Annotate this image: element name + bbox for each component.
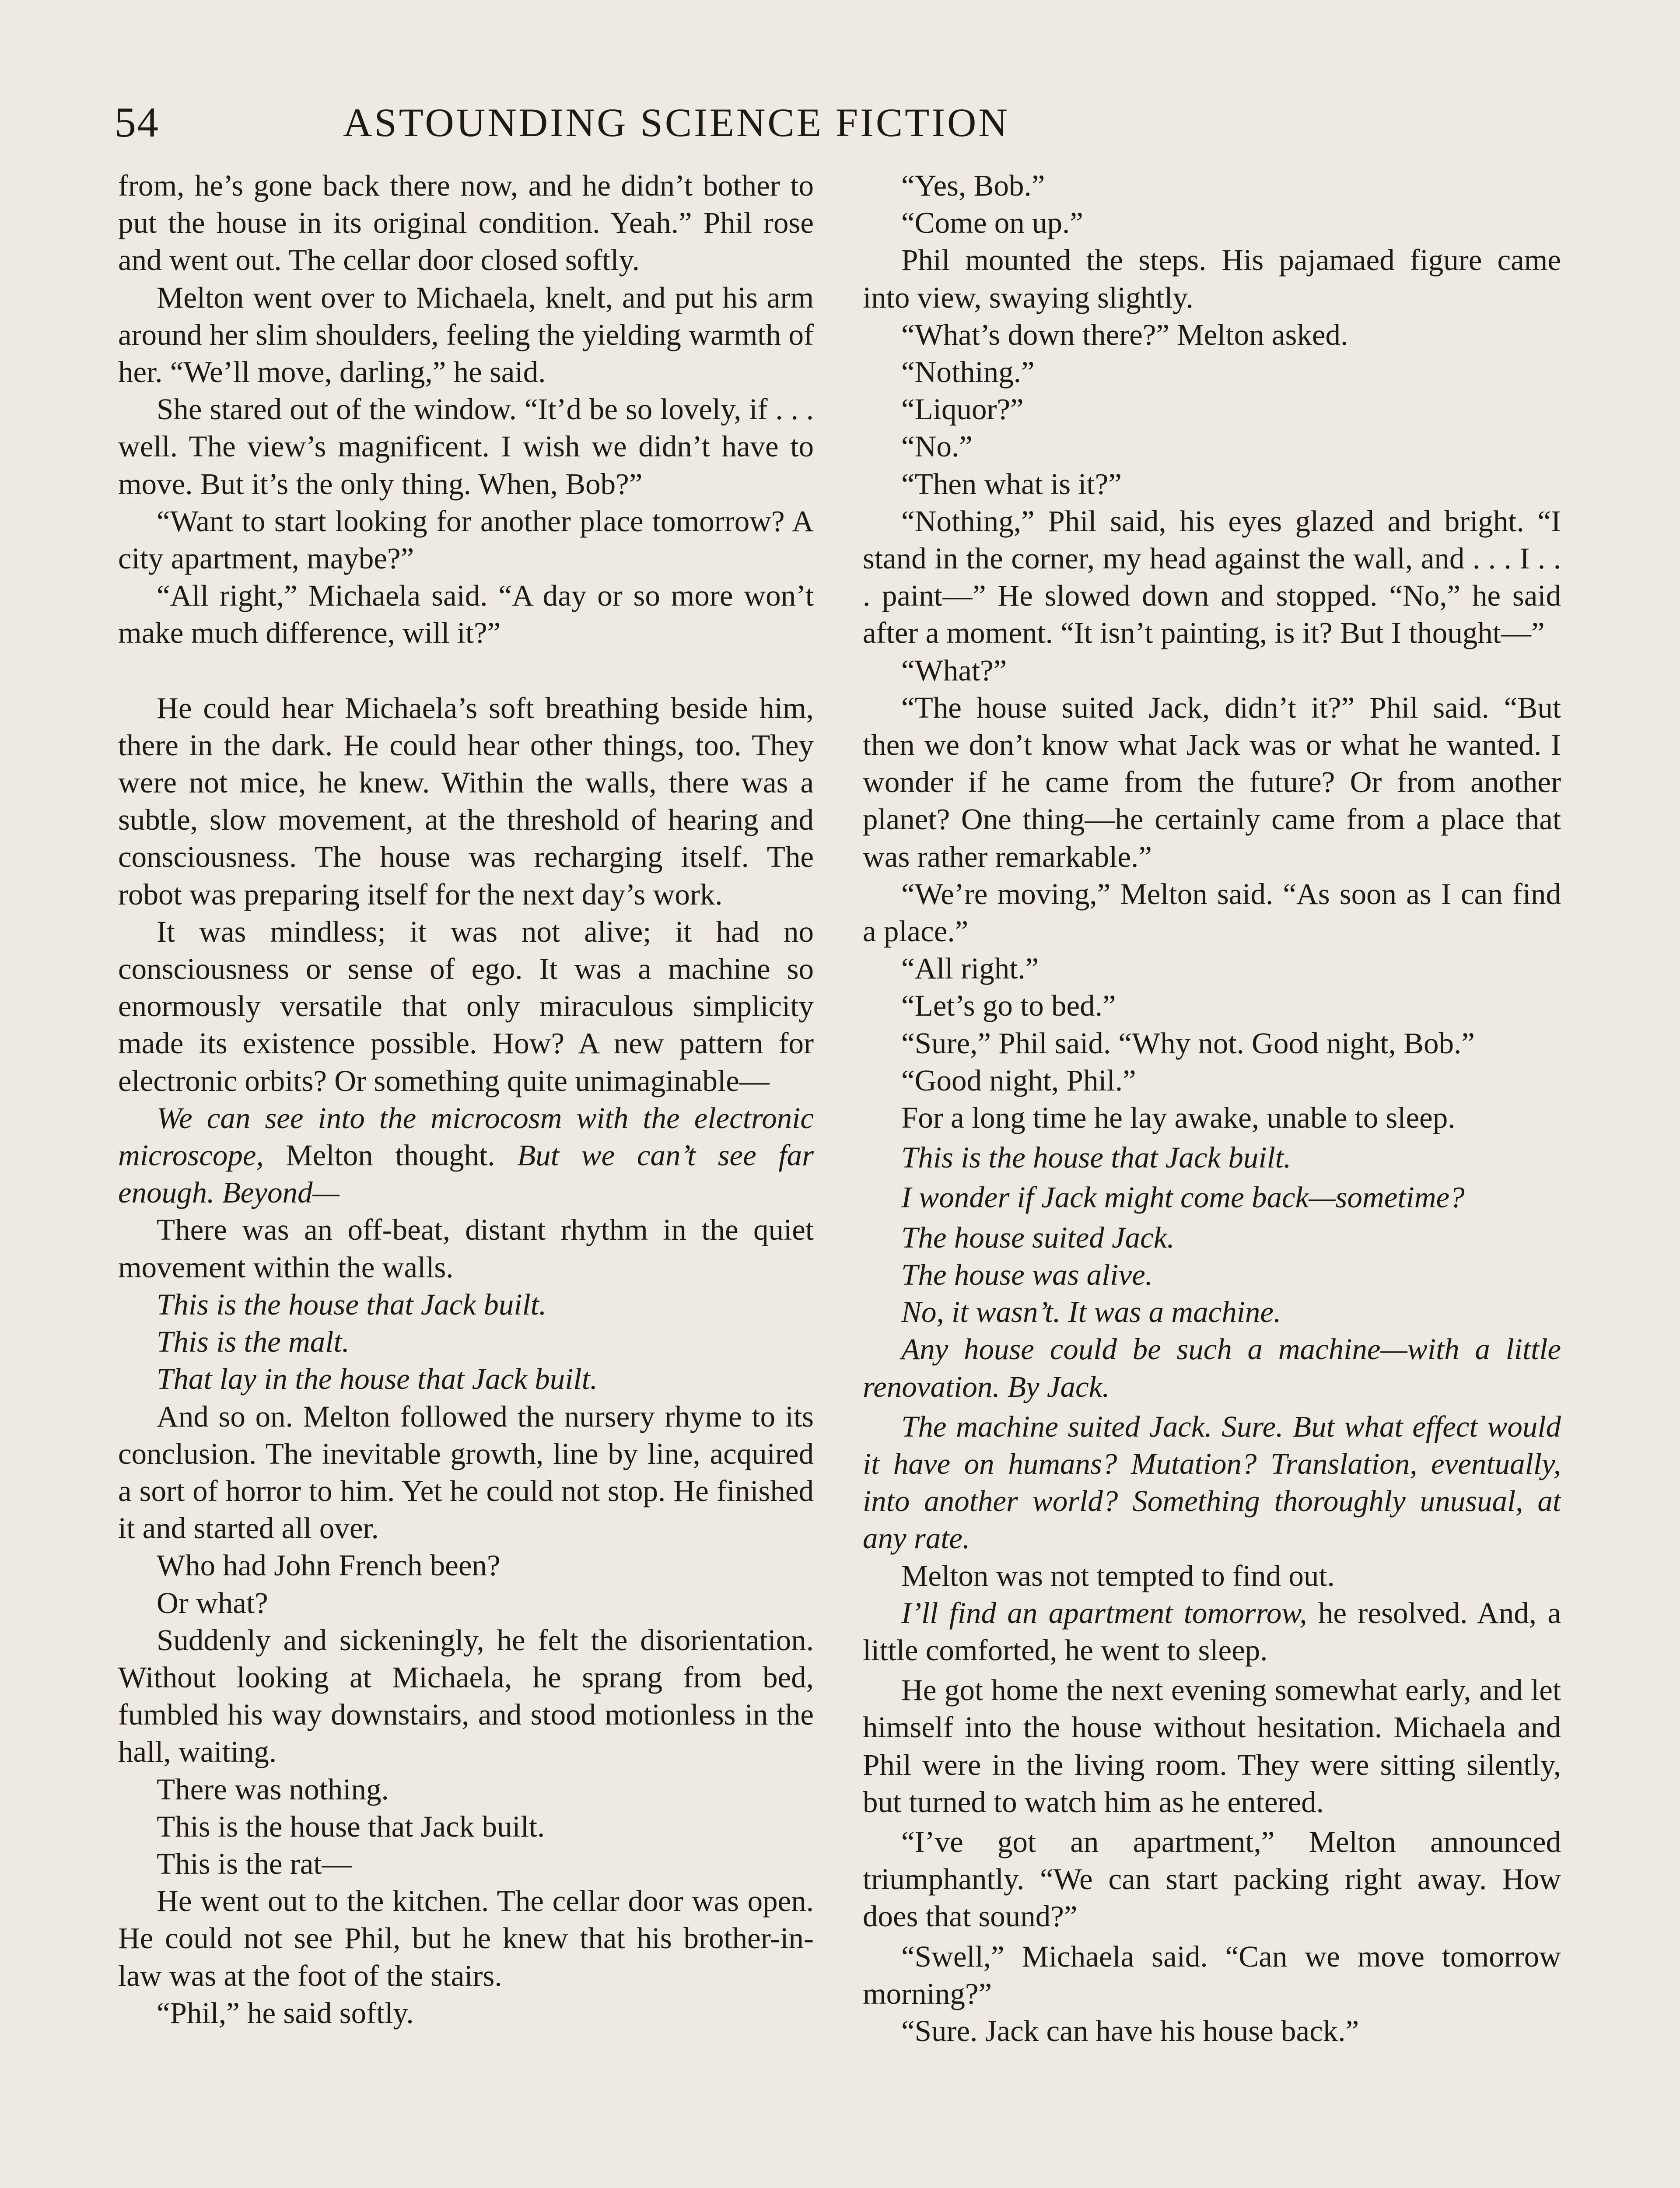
paragraph: “What?”: [901, 653, 1007, 687]
paragraph: “The house suited Jack, didn’t it?” Phil said. “But then we don’t know what Jack was or what he wanted. I wonder if he came from the future? Or from another planet? One thing—he certainly came from a place that was rather remarkable.”: [863, 691, 1561, 873]
page-header: [115, 96, 1181, 153]
paragraph: There was an off-beat, distant rhythm in the quiet movement within the walls.: [118, 1213, 814, 1284]
paragraph: “Sure,” Phil said. “Why not. Good night, Bob.”: [901, 1026, 1475, 1060]
italic-thought: The machine suited Jack. Sure. But what effect would it have on humans? Mutation? Translation, eventually, into another world? Something thoroughly unusual, at any rate.: [863, 1410, 1561, 1555]
paragraph: “Then what is it?”: [901, 467, 1122, 501]
italic-thought: I’ll find an apartment tomorrow,: [901, 1596, 1307, 1630]
italic-thought: The house suited Jack.: [901, 1220, 1175, 1254]
italic-thought: I wonder if Jack might come back—sometime?: [901, 1181, 1465, 1214]
paragraph: “Sure. Jack can have his house back.”: [901, 2014, 1359, 2048]
rhyme-line: That lay in the house that Jack built.: [157, 1362, 598, 1396]
italic-thought: This is the house that Jack built.: [901, 1141, 1292, 1175]
paragraph: “We’re moving,” Melton said. “As soon as I can find a place.”: [863, 877, 1561, 948]
right-column: [863, 167, 1561, 2188]
paragraph: from, he’s gone back there now, and he didn’t bother to put the house in its original condition. Yeah.” Phil rose and went out. The cellar door closed softly.: [118, 169, 814, 277]
paragraph: “Come on up.”: [901, 206, 1083, 240]
paragraph: “Good night, Phil.”: [901, 1063, 1136, 1097]
page-number: 54: [115, 99, 159, 146]
paragraph: Suddenly and sickeningly, he felt the disorientation. Without looking at Michaela, he sprang from bed, fumbled his way downstairs, and stood motionless in the hall, waiting.: [118, 1623, 814, 1769]
paragraph: He got home the next evening somewhat early, and let himself into the house without hesitation. Michaela and Phil were in the living room. They were sitting silently, but turned to watch him as he entered.: [863, 1673, 1561, 1819]
paragraph: “Phil,” he said softly.: [157, 1996, 414, 2030]
italic-thought: No, it wasn’t. It was a machine.: [901, 1295, 1281, 1329]
paragraph: “What’s down there?” Melton asked.: [901, 318, 1348, 351]
paragraph: This is the rat—: [157, 1847, 352, 1880]
paragraph: It was mindless; it was not alive; it had no consciousness or sense of ego. It was a machine so enormously versatile that only miraculous simplicity made its existence possible. How? A new pattern for electronic orbits? Or something quite unimaginable—: [118, 915, 814, 1098]
paragraph: “Yes, Bob.”: [901, 169, 1045, 202]
paragraph: This is the house that Jack built.: [157, 1809, 545, 1843]
italic-thought: We can see into the microcosm with the electronic microscope,: [118, 1101, 814, 1172]
paragraph: “Liquor?”: [901, 393, 1024, 426]
paragraph: “All right.”: [901, 952, 1039, 985]
italic-thought: The house was alive.: [901, 1258, 1153, 1291]
paragraph: For a long time he lay awake, unable to sleep.: [901, 1101, 1456, 1135]
paragraph-mixed: [863, 1595, 1561, 1669]
paragraph: Phil mounted the steps. His pajamaed figure came into view, swaying slightly.: [863, 243, 1561, 314]
rhyme-line: This is the house that Jack built.: [157, 1287, 547, 1321]
rhyme-line: This is the malt.: [157, 1325, 350, 1359]
paragraph: “No.”: [901, 430, 973, 463]
paragraph: Melton was not tempted to find out.: [901, 1559, 1335, 1592]
paragraph: There was nothing.: [157, 1772, 389, 1806]
italic-thought: But we can’t see far enough. Beyond—: [118, 1139, 814, 1210]
left-column: [118, 167, 814, 2188]
paragraph: “Nothing,” Phil said, his eyes glazed and bright. “I stand in the corner, my head against the wall, and . . . I . . . paint—” He slowed down and stopped. “No,” he said after a moment. “It isn’t painting, is it? But I thought—”: [863, 504, 1561, 650]
paragraph-mixed: [118, 1100, 814, 1212]
narration: he resolved. And, a little comforted, he went to sleep.: [863, 1596, 1561, 1667]
paragraph: “All right,” Michaela said. “A day or so more won’t make much difference, will it?”: [118, 579, 814, 650]
paragraph: “Swell,” Michaela said. “Can we move tomorrow morning?”: [863, 1939, 1561, 2010]
paragraph: “I’ve got an apartment,” Melton announced triumphantly. “We can start packing right away. How does that sound?”: [863, 1825, 1561, 1933]
paragraph: She stared out of the window. “It’d be so lovely, if . . . well. The view’s magnificent. I wish we didn’t have to move. But it’s the only thing. When, Bob?”: [118, 393, 814, 501]
paragraph: Or what?: [157, 1586, 268, 1620]
paragraph: “Let’s go to bed.”: [901, 989, 1116, 1023]
paragraph: He could hear Michaela’s soft breathing beside him, there in the dark. He could hear other things, too. They were not mice, he knew. Within the walls, there was a subtle, slow movement, at the threshold of hearing and consciousness. The house was recharging itself. The robot was preparing itself for the next day’s work.: [118, 691, 814, 911]
paragraph: He went out to the kitchen. The cellar door was open. He could not see Phil, but he knew that his brother-in-law was at the foot of the stairs.: [118, 1884, 814, 1992]
paragraph: “Nothing.”: [901, 355, 1035, 389]
paragraph: “Want to start looking for another place tomorrow? A city apartment, maybe?”: [118, 504, 814, 575]
italic-thought: Any house could be such a machine—with a little renovation. By Jack.: [863, 1332, 1561, 1403]
paragraph: And so on. Melton followed the nursery rhyme to its conclusion. The inevitable growth, line by line, acquired a sort of horror to him. Yet he could not stop. He finished it and started all over.: [118, 1399, 814, 1545]
running-title: ASTOUNDING SCIENCE FICTION: [343, 100, 1010, 145]
paragraph: Melton went over to Michaela, knelt, and put his arm around her slim shoulders, feeling the yielding warmth of her. “We’ll move, darling,” he said.: [118, 281, 814, 389]
paragraph: Who had John French been?: [157, 1549, 500, 1582]
narration: Melton thought.: [263, 1139, 518, 1172]
